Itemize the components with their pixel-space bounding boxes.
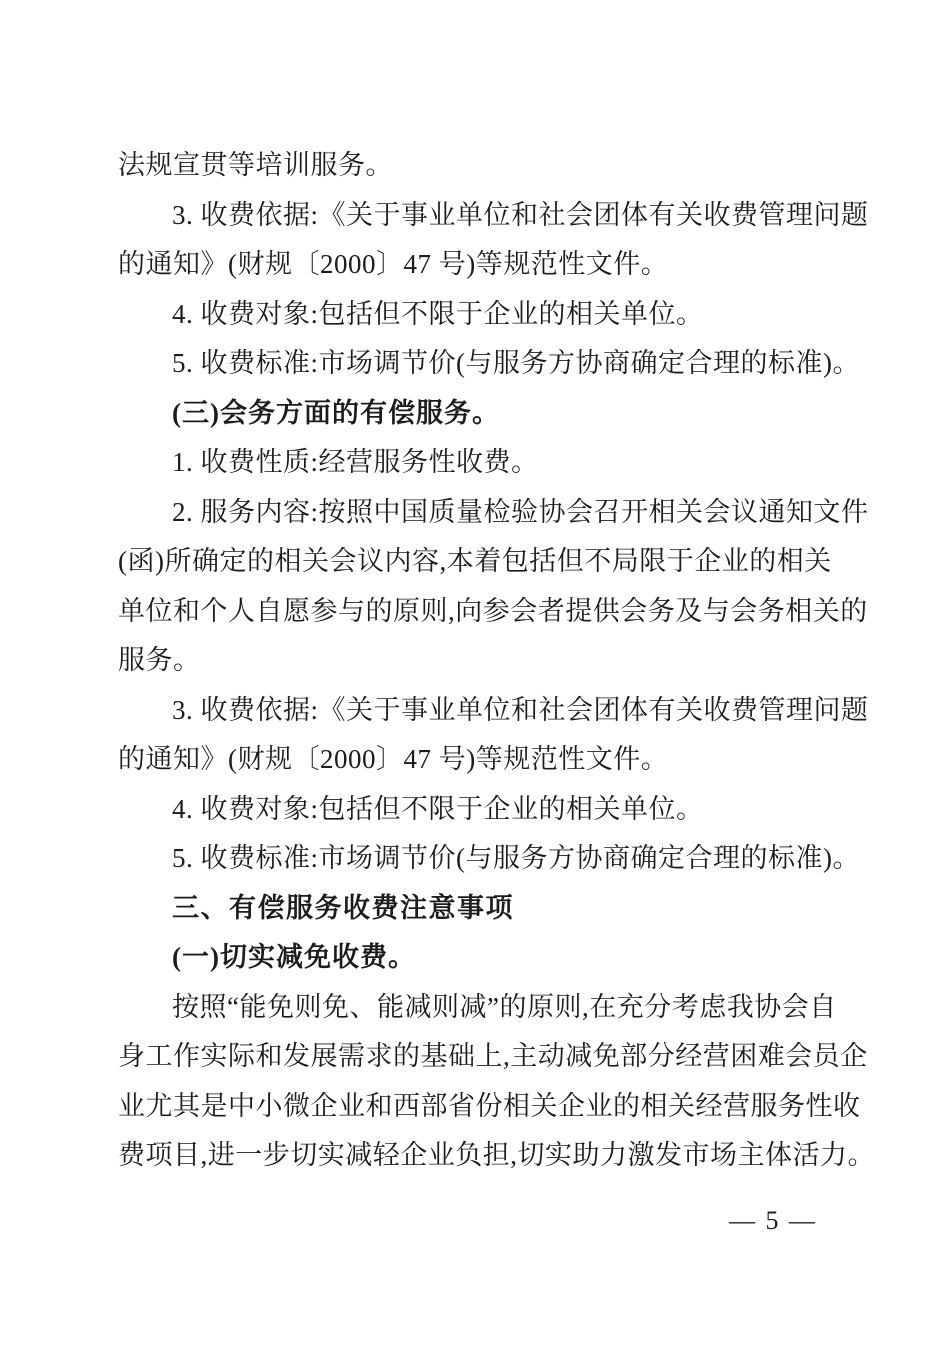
paragraph-fee-standard-1 — [118, 339, 860, 389]
text-line: 2. 服务内容:按照中国质量检验协会召开相关会议通知文件 — [172, 496, 869, 527]
text-line: 业尤其是中小微企业和西部省份相关企业的相关经营服务性收 — [118, 1090, 861, 1121]
text-line: 4. 收费对象:包括但不限于企业的相关单位。 — [172, 793, 704, 824]
paragraph-fee-standard-2 — [118, 834, 860, 884]
heading-line: (三)会务方面的有偿服务。 — [172, 397, 500, 428]
paragraph-fee-basis-2 — [118, 686, 869, 785]
text-line: 的通知》(财规〔2000〕47 号)等规范性文件。 — [118, 249, 669, 279]
heading-line: (一)切实减免收费。 — [172, 942, 416, 972]
document-body — [118, 141, 875, 1181]
text-line: (函)所确定的相关会议内容,本着包括但不局限于企业的相关 — [118, 546, 832, 576]
text-line: 单位和个人自愿参与的原则,向参会者提供会务及与会务相关的 — [118, 595, 868, 626]
text-line: 的通知》(财规〔2000〕47 号)等规范性文件。 — [118, 744, 669, 774]
text-line: 3. 收费依据:《关于事业单位和社会团体有关收费管理问题 — [172, 199, 869, 230]
text-line: 5. 收费标准:市场调节价(与服务方协商确定合理的标准)。 — [172, 348, 860, 378]
text-line: 按照“能免则免、能减则减”的原则,在充分考虑我协会自 — [172, 991, 837, 1022]
text-line: 费项目,进一步切实减轻企业负担,切实助力激发市场主体活力。 — [118, 1140, 875, 1170]
text-line: 4. 收费对象:包括但不限于企业的相关单位。 — [172, 298, 704, 329]
text-line: 5. 收费标准:市场调节价(与服务方协商确定合理的标准)。 — [172, 843, 860, 873]
section-heading-meeting-services — [118, 389, 846, 439]
paragraph-fee-nature — [118, 438, 846, 488]
text-line: 身工作实际和发展需求的基础上,主动减免部分经营困难会员企 — [118, 1041, 868, 1071]
section-heading-fee-reduction — [118, 933, 846, 983]
text-line: 法规宣贯等培训服务。 — [118, 150, 393, 180]
page-number: — 5 — — [729, 1206, 817, 1235]
paragraph-fee-target-2 — [118, 785, 846, 835]
paragraph-continuation — [118, 141, 846, 191]
section-heading-notes — [118, 884, 846, 934]
paragraph-fee-target-1 — [118, 290, 846, 340]
text-line: 服务。 — [118, 645, 201, 675]
text-line: 3. 收费依据:《关于事业单位和社会团体有关收费管理问题 — [172, 694, 869, 725]
paragraph-service-content — [118, 488, 869, 686]
paragraph-fee-reduction-body — [118, 983, 875, 1181]
text-line: 1. 收费性质:经营服务性收费。 — [172, 447, 539, 477]
heading-line: 三、有偿服务收费注意事项 — [172, 892, 514, 923]
paragraph-fee-basis-1 — [118, 191, 869, 290]
